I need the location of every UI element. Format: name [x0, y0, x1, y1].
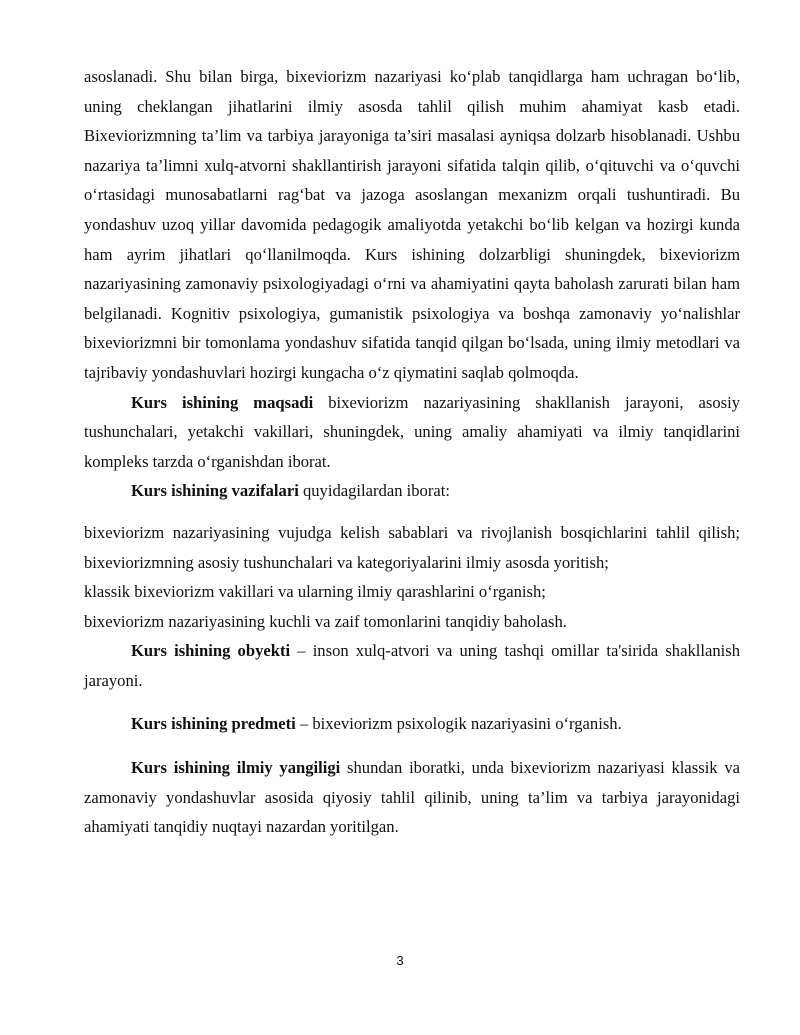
- subject-heading: Kurs ishining predmeti: [131, 714, 296, 734]
- paragraph-object: [84, 636, 740, 695]
- page-number: 3: [396, 953, 404, 968]
- list-item: klassik bixeviorizm vakillari va ularning ilmiy qarashlarini o‘rganish;: [84, 582, 546, 602]
- paragraph-novelty: [84, 753, 740, 842]
- subject-text: – bixeviorizm psixologik nazariyasini o‘rganish.: [295, 714, 622, 734]
- list-item: bixeviorizm nazariyasining vujudga kelish sabablari va rivojlanish bosqichlarini tahlil qilish; bixeviorizmning asosiy tushunchalari va kategoriyalarini ilmiy asosda yoritish;: [84, 522, 740, 572]
- paragraph-relevance: [84, 62, 740, 388]
- document-page: [84, 62, 740, 842]
- paragraph-subject: [84, 709, 740, 739]
- tasks-intro-text: quyidagilardan iborat:: [298, 481, 450, 501]
- paragraph-relevance-text: asoslanadi. Shu bilan birga, bixeviorizm nazariyasi ko‘plab tanqidlarga ham uchragan bo‘lib, uning cheklangan jihatlarini ilmiy asosda tahlil qilish muhim ahamiyat kasb etadi. Bixeviorizmning ta’lim va tarbiya jarayoniga ta’siri masalasi ayniqsa dolzarb hisoblanadi. Ushbu nazariya ta’limni xulq-atvorni shakllantirish jarayoni sifatida talqin qilib, o‘qituvchi va o‘quvchi o‘rtasidagi munosabatlarni rag‘bat va jazoga asoslangan mexanizm orqali tushuntiradi. Bu yondashuv uzoq yillar davomida pedagogik amaliyotda yetakchi bo‘lib kelgan va hozirgi kunda ham ayrim jihatlari qo‘llanilmoqda. Kurs ishining dolzarbligi shuningdek, bixeviorizm nazariyasining zamonaviy psixologiyadagi o‘rni va ahamiyatini qayta baholash zarurati bilan ham belgilanadi. Kognitiv psixologiya, gumanistik psixologiya va boshqa zamonaviy yo‘nalishlar bixeviorizmni bir tomonlama yondashuv sifatida tanqid qilgan bo‘lsada, uning ilmiy metodlari va tajribaviy yondashuvlari hozirgi kungacha o‘z qiymatini saqlab qolmoqda.: [84, 67, 740, 382]
- tasks-list: [84, 518, 740, 636]
- paragraph-goal: [84, 388, 740, 477]
- tasks-heading: Kurs ishining vazifalari: [131, 481, 299, 501]
- novelty-heading: Kurs ishining ilmiy yangiligi: [131, 758, 341, 778]
- object-heading: Kurs ishining obyekti: [131, 641, 291, 661]
- novelty-text: shundan iboratki, unda bixeviorizm nazariyasi klassik va zamonaviy yondashuvlar asosida qiyosiy tahlil qilinib, uning ta’lim va tarbiya jarayonidagi ahamiyati tanqidiy nuqtayi nazardan yoritilgan.: [84, 758, 741, 837]
- list-item: bixeviorizm nazariyasining kuchli va zaif tomonlarini tanqidiy baholash.: [84, 611, 567, 631]
- goal-text: bixeviorizm nazariyasining shakllanish jarayoni, asosiy tushunchalari, yetakchi vakillari, shuningdek, uning amaliy ahamiyati va ilmiy tanqidlarini kompleks tarzda o‘rganishdan iborat.: [84, 392, 740, 471]
- goal-heading: Kurs ishining maqsadi: [131, 392, 314, 412]
- object-text: – inson xulq-atvori va uning tashqi omillar ta'sirida shakllanish jarayoni.: [84, 641, 740, 690]
- paragraph-tasks-intro: [84, 476, 740, 506]
